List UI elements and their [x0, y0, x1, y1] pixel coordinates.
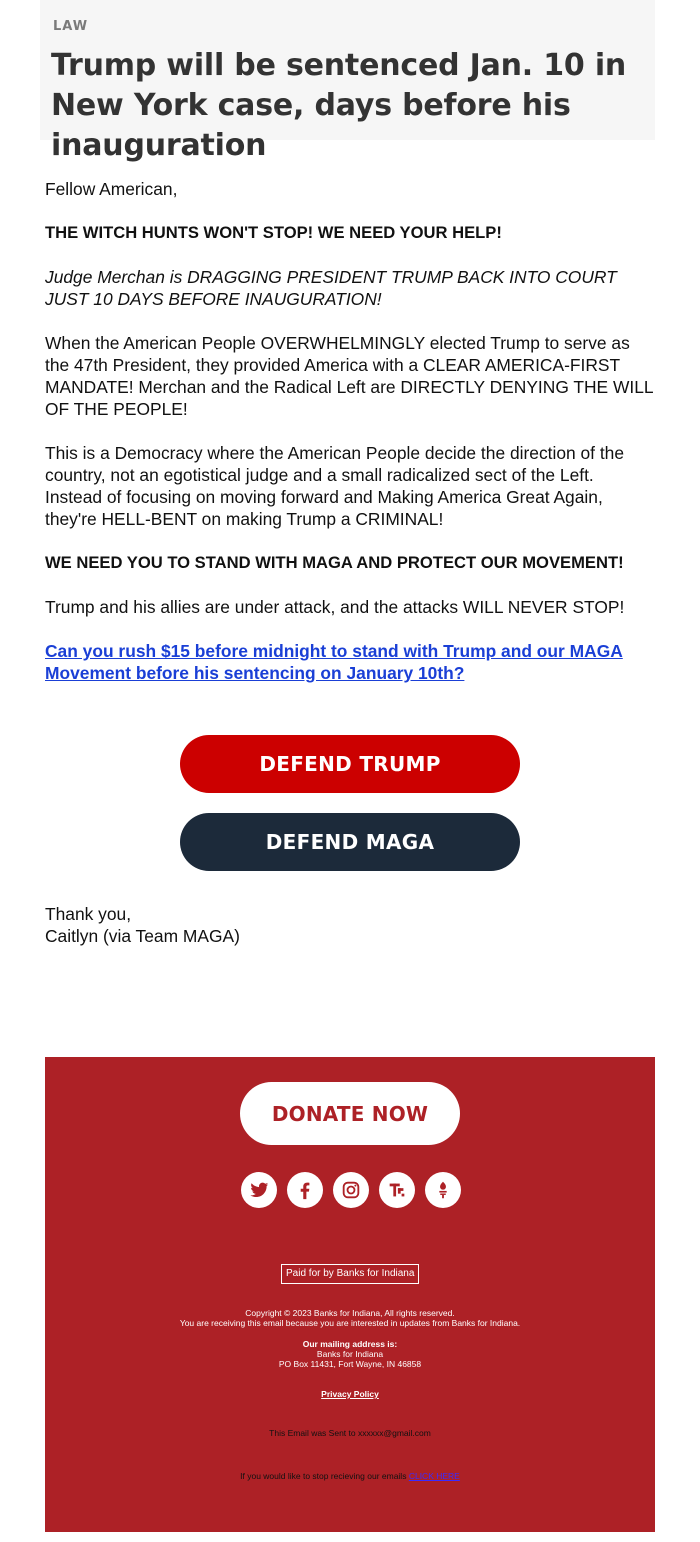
- paragraph-democracy: This is a Democracy where the American People decide the direction of the country, not an egotistical judge and a small radicalized sect of the Left. Instead of focusing on moving forward and Making America Great Again, they're HELL-BENT on making Trump a CRIMINAL!: [45, 443, 625, 529]
- email-body: [45, 178, 655, 706]
- signoff: [45, 903, 240, 947]
- hero-image: [0, 0, 700, 163]
- paid-for-disclaimer: Paid for by Banks for Indiana: [281, 1264, 419, 1284]
- gettr-icon[interactable]: [425, 1172, 461, 1208]
- sent-to-text: This Email was Sent to xxxxxx@gmail.com: [269, 1428, 431, 1438]
- greeting: Fellow American,: [45, 179, 178, 199]
- instagram-icon[interactable]: [333, 1172, 369, 1208]
- paragraph-attack: Trump and his allies are under attack, and the attacks WILL NEVER STOP!: [45, 597, 625, 617]
- donation-link[interactable]: Can you rush $15 before midnight to stand with Trump and our MAGA Movement before his sentencing on January 10th?: [45, 641, 623, 683]
- defend-maga-button[interactable]: DEFEND MAGA: [180, 813, 520, 871]
- mailing-street: PO Box 11431, Fort Wayne, IN 46858: [278, 1359, 422, 1369]
- receiving-text: You are receiving this email because you are interested in updates from Banks for Indiana.: [179, 1318, 521, 1328]
- mailing-heading: Our mailing address is:: [302, 1339, 398, 1349]
- paragraph-mandate: When the American People OVERWHELMINGLY elected Trump to serve as the 47th President, they provided America with a CLEAR AMERICA-FIRST MANDATE! Merchan and the Radical Left are DIRECTLY DENYING THE WILL OF THE PEOPLE!: [45, 333, 653, 419]
- unsubscribe-link[interactable]: CLICK HERE: [408, 1471, 460, 1481]
- defend-trump-button[interactable]: DEFEND TRUMP: [180, 735, 520, 793]
- signature: Caitlyn (via Team MAGA): [45, 926, 240, 946]
- alert-heading: THE WITCH HUNTS WON'T STOP! WE NEED YOUR HELP!: [45, 223, 502, 242]
- copyright-text: Copyright © 2023 Banks for Indiana, All rights reserved.: [245, 1308, 455, 1318]
- twitter-icon[interactable]: [241, 1172, 277, 1208]
- hero-headline: Trump will be sentenced Jan. 10 in New York case, days before his inauguration: [51, 48, 627, 163]
- category-kicker: LAW: [53, 19, 89, 34]
- mailing-name: Banks for Indiana: [316, 1349, 384, 1359]
- hero-panel: [40, 0, 655, 163]
- facebook-icon[interactable]: [287, 1172, 323, 1208]
- donate-now-button[interactable]: DONATE NOW: [240, 1082, 460, 1145]
- copyright-block: [45, 1308, 655, 1328]
- unsubscribe-line: [45, 1471, 655, 1481]
- email-footer: [45, 1057, 655, 1532]
- italic-paragraph: Judge Merchan is DRAGGING PRESIDENT TRUMP BACK INTO COURT JUST 10 DAYS BEFORE INAUGURATION!: [45, 267, 617, 309]
- thanks-text: Thank you,: [45, 904, 132, 924]
- mailing-address: [45, 1339, 655, 1369]
- privacy-policy-link[interactable]: Privacy Policy: [321, 1389, 379, 1399]
- social-links: [241, 1172, 461, 1208]
- unsubscribe-text: If you would like to stop recieving our emails: [240, 1471, 407, 1481]
- stand-heading: WE NEED YOU TO STAND WITH MAGA AND PROTECT OUR MOVEMENT!: [45, 553, 624, 572]
- truth-social-icon[interactable]: [379, 1172, 415, 1208]
